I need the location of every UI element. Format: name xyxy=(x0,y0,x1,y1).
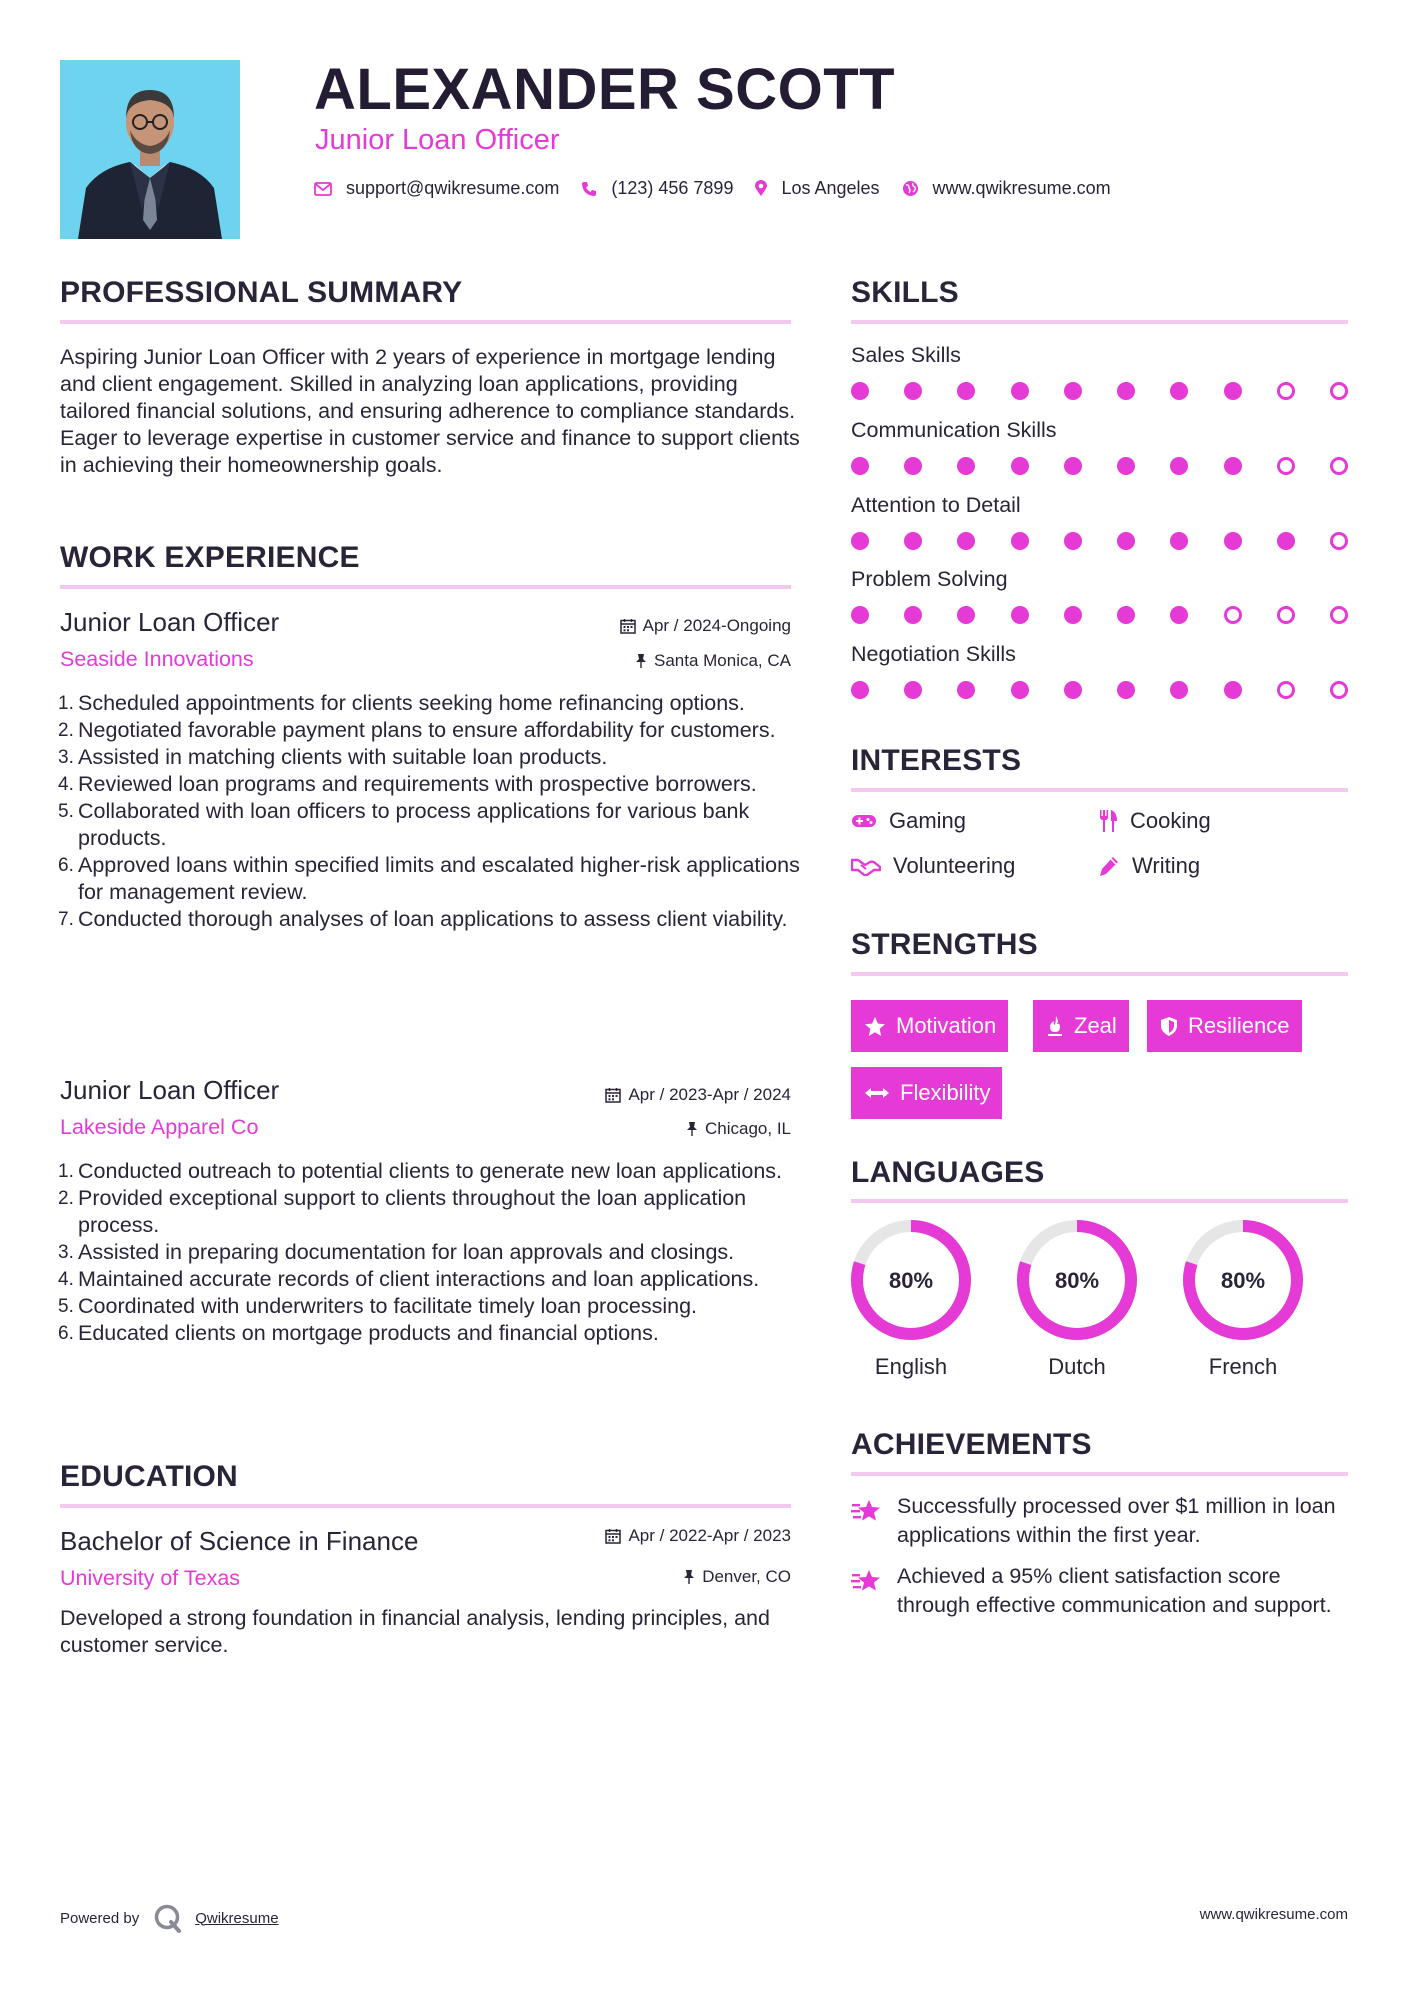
strength-label: Motivation xyxy=(896,1013,997,1038)
list-item: 6. Approved loans within specified limits and escalated higher-risk applications for management review. xyxy=(58,853,800,904)
skill-dot-filled xyxy=(904,532,922,550)
degree-title: Bachelor of Science in Finance xyxy=(60,1526,419,1556)
bullet-text: Conducted outreach to potential clients to generate new loan applications. xyxy=(78,1159,782,1183)
list-item: 7. Conducted thorough analyses of loan applications to assess client viability. xyxy=(58,907,788,931)
skill-dot-filled xyxy=(1064,681,1082,699)
skill-dot-empty xyxy=(1277,606,1295,624)
job-location-text: Chicago, IL xyxy=(705,1119,791,1138)
strength-label: Resilience xyxy=(1188,1013,1290,1038)
section-title-achievements: ACHIEVEMENTS xyxy=(851,1428,1092,1461)
strength-chip xyxy=(1147,1000,1302,1052)
bullet-text: Approved loans within specified limits and escalated higher-risk applications for management review. xyxy=(78,853,800,904)
skill-dot-filled xyxy=(1117,532,1135,550)
phone-icon xyxy=(581,181,597,197)
skill-dot-filled xyxy=(1011,532,1029,550)
globe-icon xyxy=(902,180,919,197)
skill-dot-filled xyxy=(1117,382,1135,400)
skill-dot-filled xyxy=(1117,681,1135,699)
bullet-text: Educated clients on mortgage products and financial options. xyxy=(78,1321,659,1345)
interest-item xyxy=(851,808,966,834)
skill-label: Problem Solving xyxy=(851,567,1008,591)
calendar-icon xyxy=(605,1087,621,1103)
bullet-text: Maintained accurate records of client interactions and loan applications. xyxy=(78,1267,760,1291)
job-location xyxy=(635,651,791,671)
calendar-icon xyxy=(605,1528,621,1544)
skill-dot-filled xyxy=(1170,681,1188,699)
language-ring xyxy=(1015,1218,1139,1342)
arrows-horizontal-icon xyxy=(864,1086,890,1100)
skill-dot-filled xyxy=(957,532,975,550)
achievement-item xyxy=(851,1492,1351,1550)
skill-dot-empty xyxy=(1330,606,1348,624)
star-ribbon-icon xyxy=(851,1498,885,1524)
skill-rating xyxy=(851,382,1348,402)
skill-dot-filled xyxy=(904,606,922,624)
contact-phone[interactable] xyxy=(581,178,733,199)
list-item: 2. Provided exceptional support to clients throughout the loan application process. xyxy=(58,1186,747,1237)
summary-text: Aspiring Junior Loan Officer with 2 years of experience in mortgage lending and client engagement. Skilled in analyzing loan applications, providing tailored financial solutions, and ensuring adherence to compliance standards. Eager to leverage expertise in customer service and finance to support clients in achieving their homeownership goals. xyxy=(60,345,800,477)
list-item: 4. Reviewed loan programs and requirements with prospective borrowers. xyxy=(58,772,757,796)
utensils-icon xyxy=(1098,809,1118,833)
star-icon xyxy=(864,1016,886,1037)
company-name: Seaside Innovations xyxy=(60,647,254,671)
handshake-icon xyxy=(851,856,881,876)
company-name: Lakeside Apparel Co xyxy=(60,1115,259,1139)
section-divider xyxy=(60,1504,791,1508)
bullet-text: Reviewed loan programs and requirements with prospective borrowers. xyxy=(78,772,757,796)
section-divider xyxy=(851,1472,1348,1476)
strength-chip xyxy=(851,1067,1002,1119)
strength-chip xyxy=(851,1000,1008,1052)
skill-dot-filled xyxy=(851,532,869,550)
skill-dot-filled xyxy=(1224,532,1242,550)
person-portrait-icon xyxy=(60,60,240,239)
achievement-text: Successfully processed over $1 million in loan applications within the first year. xyxy=(897,1494,1336,1547)
section-title-strengths: STRENGTHS xyxy=(851,928,1038,961)
map-pin-icon xyxy=(755,180,767,197)
skill-dot-filled xyxy=(851,606,869,624)
job-title: Junior Loan Officer xyxy=(60,607,280,637)
language-name: Dutch xyxy=(1048,1354,1106,1379)
interest-label: Cooking xyxy=(1130,808,1211,833)
candidate-name: ALEXANDER SCOTT xyxy=(314,57,896,122)
candidate-title: Junior Loan Officer xyxy=(315,124,560,156)
flame-icon xyxy=(1046,1015,1064,1037)
skill-dot-filled xyxy=(904,382,922,400)
qwikresume-link[interactable]: Qwikresume xyxy=(195,1909,279,1927)
achievement-text: Achieved a 95% client satisfaction score through effective communication and support. xyxy=(897,1564,1332,1617)
contact-bar xyxy=(314,178,1133,199)
language-ring xyxy=(1181,1218,1305,1342)
interest-item xyxy=(1098,808,1211,834)
skill-dot-filled xyxy=(1170,457,1188,475)
education-dates-text: Apr / 2022-Apr / 2023 xyxy=(628,1526,791,1545)
list-item: 3. Assisted in matching clients with suitable loan products. xyxy=(58,745,608,769)
skill-dot-empty xyxy=(1277,382,1295,400)
language-percent: 80% xyxy=(888,1268,934,1293)
achievement-item xyxy=(851,1562,1351,1620)
skill-dot-filled xyxy=(904,457,922,475)
skill-dot-empty xyxy=(1277,681,1295,699)
skill-dot-empty xyxy=(1224,606,1242,624)
skill-dot-filled xyxy=(1170,606,1188,624)
language-name: English xyxy=(874,1354,948,1379)
skill-dot-empty xyxy=(1277,457,1295,475)
section-title-languages: LANGUAGES xyxy=(851,1156,1045,1189)
phone-text: (123) 456 7899 xyxy=(611,178,734,198)
location-text: Los Angeles xyxy=(781,178,880,198)
language-percent: 80% xyxy=(1220,1268,1266,1293)
strength-label: Flexibility xyxy=(900,1080,991,1105)
skill-dot-empty xyxy=(1330,382,1348,400)
job-dates xyxy=(605,1085,791,1105)
skill-dot-filled xyxy=(1064,382,1082,400)
interest-label: Writing xyxy=(1132,853,1201,878)
interest-label: Volunteering xyxy=(893,853,1016,878)
section-title-education: EDUCATION xyxy=(60,1460,238,1493)
skill-dot-filled xyxy=(851,382,869,400)
skill-dot-filled xyxy=(904,681,922,699)
skill-dot-filled xyxy=(1224,382,1242,400)
interest-item xyxy=(1098,853,1200,879)
contact-location xyxy=(755,178,879,199)
skill-dot-empty xyxy=(1330,532,1348,550)
section-title-experience: WORK EXPERIENCE xyxy=(60,541,360,574)
bullet-text: Coordinated with underwriters to facilitate timely loan processing. xyxy=(78,1294,698,1318)
list-item: 1. Scheduled appointments for clients seeking home refinancing options. xyxy=(58,691,745,715)
bullet-text: Provided exceptional support to clients throughout the loan application process. xyxy=(78,1186,747,1237)
list-item: 6. Educated clients on mortgage products and financial options. xyxy=(58,1321,659,1345)
skill-label: Negotiation Skills xyxy=(851,642,1016,666)
job-dates xyxy=(620,616,791,636)
skill-rating xyxy=(851,606,1348,626)
strength-label: Zeal xyxy=(1074,1013,1117,1038)
list-item: 1. Conducted outreach to potential clients to generate new loan applications. xyxy=(58,1159,782,1183)
skill-rating xyxy=(851,457,1348,477)
website-text: www.qwikresume.com xyxy=(932,178,1111,198)
skill-dot-filled xyxy=(1011,457,1029,475)
bullet-text: Conducted thorough analyses of loan applications to assess client viability. xyxy=(78,907,788,931)
calendar-icon xyxy=(620,618,636,634)
language-name: French xyxy=(1208,1354,1278,1379)
interest-label: Gaming xyxy=(889,808,967,833)
powered-by-text: Powered by xyxy=(60,1909,140,1927)
section-divider xyxy=(851,320,1348,324)
pencil-icon xyxy=(1098,855,1120,877)
skill-dot-filled xyxy=(1277,532,1295,550)
bullet-text: Assisted in preparing documentation for loan approvals and closings. xyxy=(78,1240,735,1264)
education-location xyxy=(683,1567,791,1587)
language-percent: 80% xyxy=(1054,1268,1100,1293)
skill-dot-empty xyxy=(1330,681,1348,699)
section-divider xyxy=(60,320,791,324)
skill-dot-filled xyxy=(957,681,975,699)
skill-dot-filled xyxy=(1064,457,1082,475)
skill-dot-filled xyxy=(851,681,869,699)
skill-dot-filled xyxy=(1011,606,1029,624)
skill-dot-filled xyxy=(1011,382,1029,400)
profile-photo xyxy=(60,60,240,239)
email-text: support@qwikresume.com xyxy=(346,178,560,198)
pushpin-icon xyxy=(686,1121,698,1137)
skill-dot-filled xyxy=(957,457,975,475)
footer-website[interactable]: www.qwikresume.com xyxy=(1199,1906,1348,1923)
shield-icon xyxy=(1160,1016,1178,1037)
interest-item xyxy=(851,853,1015,879)
section-title-interests: INTERESTS xyxy=(851,744,1022,777)
list-item: 5. Coordinated with underwriters to facilitate timely loan processing. xyxy=(58,1294,698,1318)
qwikresume-logo-icon xyxy=(153,1903,183,1933)
skill-dot-filled xyxy=(1170,382,1188,400)
job-location-text: Santa Monica, CA xyxy=(653,651,791,670)
skill-dot-filled xyxy=(1117,457,1135,475)
skill-label: Communication Skills xyxy=(851,418,1057,442)
skill-dot-filled xyxy=(1011,681,1029,699)
section-divider xyxy=(851,1199,1348,1203)
school-name: University of Texas xyxy=(60,1566,241,1590)
pushpin-icon xyxy=(635,653,647,669)
pushpin-icon xyxy=(683,1569,695,1585)
bullet-text: Collaborated with loan officers to process applications for various bank products. xyxy=(78,799,750,850)
skill-label: Attention to Detail xyxy=(851,493,1021,517)
list-item: 2. Negotiated favorable payment plans to ensure affordability for customers. xyxy=(58,718,776,742)
job-dates-text: Apr / 2023-Apr / 2024 xyxy=(628,1085,791,1104)
skill-dot-filled xyxy=(1224,681,1242,699)
skill-dot-filled xyxy=(1224,457,1242,475)
list-item: 4. Maintained accurate records of client interactions and loan applications. xyxy=(58,1267,760,1291)
section-divider xyxy=(851,788,1348,792)
skill-dot-filled xyxy=(1064,606,1082,624)
skill-dot-filled xyxy=(1064,532,1082,550)
job-title: Junior Loan Officer xyxy=(60,1075,280,1105)
powered-by xyxy=(60,1903,279,1933)
job-bullet-list xyxy=(58,1158,803,1347)
skill-dot-filled xyxy=(851,457,869,475)
job-location xyxy=(686,1119,791,1139)
education-description: Developed a strong foundation in financial analysis, lending principles, and customer service. xyxy=(60,1606,770,1657)
contact-website[interactable] xyxy=(902,178,1111,199)
education-location-text: Denver, CO xyxy=(702,1567,791,1586)
bullet-text: Assisted in matching clients with suitable loan products. xyxy=(78,745,608,769)
list-item: 5. Collaborated with loan officers to process applications for various bank products. xyxy=(58,799,750,850)
job-bullet-list xyxy=(58,690,803,933)
section-title-summary: PROFESSIONAL SUMMARY xyxy=(60,276,463,309)
envelope-icon xyxy=(314,182,332,196)
skill-dot-empty xyxy=(1330,457,1348,475)
section-divider xyxy=(60,585,791,589)
skill-rating xyxy=(851,681,1348,701)
skill-dot-filled xyxy=(957,606,975,624)
bullet-text: Scheduled appointments for clients seeking home refinancing options. xyxy=(78,691,745,715)
skill-dot-filled xyxy=(957,382,975,400)
list-item: 3. Assisted in preparing documentation for loan approvals and closings. xyxy=(58,1240,735,1264)
section-title-skills: SKILLS xyxy=(851,276,959,309)
bullet-text: Negotiated favorable payment plans to ensure affordability for customers. xyxy=(78,718,776,742)
section-divider xyxy=(851,972,1348,976)
language-ring xyxy=(849,1218,973,1342)
job-dates-text: Apr / 2024-Ongoing xyxy=(642,616,791,635)
contact-email[interactable] xyxy=(314,178,559,199)
gamepad-icon xyxy=(851,813,877,829)
skill-dot-filled xyxy=(1170,532,1188,550)
skill-dot-filled xyxy=(1117,606,1135,624)
strength-chip xyxy=(1033,1000,1129,1052)
education-dates xyxy=(605,1526,791,1546)
star-ribbon-icon xyxy=(851,1568,885,1594)
skill-label: Sales Skills xyxy=(851,343,961,367)
skill-rating xyxy=(851,532,1348,552)
